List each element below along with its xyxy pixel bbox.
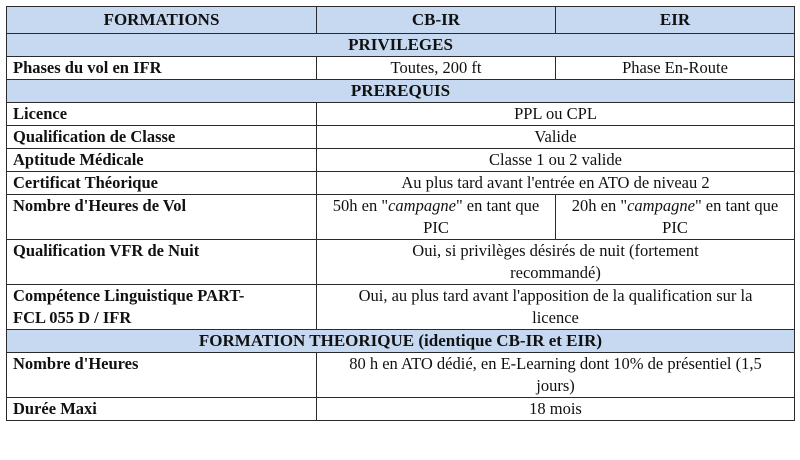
- row-label-phases: Phases du vol en IFR: [7, 57, 317, 80]
- heures-vol-eir-pre: 20h en ": [571, 196, 628, 215]
- section-row-formation-theorique: [7, 330, 795, 353]
- row-label-competence: Compétence Linguistique PART-FCL 055 D / IFR: [7, 285, 317, 330]
- table-row: [7, 398, 795, 421]
- row-label-licence: Licence: [7, 103, 317, 126]
- heures-vol-cbir-pre: 50h en ": [332, 196, 389, 215]
- table-row: [7, 172, 795, 195]
- cell-competence: Oui, au plus tard avant l'apposition de la qualification sur la licence: [317, 285, 795, 330]
- cell-phases-eir: Phase En-Route: [556, 57, 795, 80]
- heures-vol-cbir-post: " en tant que PIC: [423, 196, 540, 237]
- row-label-duree: Durée Maxi: [7, 398, 317, 421]
- table-header-row: [7, 7, 795, 34]
- table-row: [7, 240, 795, 285]
- cell-licence: PPL ou CPL: [317, 103, 795, 126]
- row-label-qualif-classe: Qualification de Classe: [7, 126, 317, 149]
- heures-vol-eir-post: " en tant que PIC: [662, 196, 779, 237]
- table-row: [7, 195, 795, 240]
- row-label-aptitude: Aptitude Médicale: [7, 149, 317, 172]
- table-row: [7, 285, 795, 330]
- row-label-nombre-heures: Nombre d'Heures: [7, 353, 317, 398]
- cell-heures-vol-cbir: [317, 195, 556, 240]
- row-label-vfr-nuit: Qualification VFR de Nuit: [7, 240, 317, 285]
- section-prerequis: PREREQUIS: [7, 80, 795, 103]
- section-row-privileges: [7, 34, 795, 57]
- table-row: [7, 57, 795, 80]
- cell-certificat: Au plus tard avant l'entrée en ATO de niveau 2: [317, 172, 795, 195]
- formations-table: [6, 6, 795, 421]
- section-row-prerequis: [7, 80, 795, 103]
- cell-nombre-heures: 80 h en ATO dédié, en E-Learning dont 10% de présentiel (1,5 jours): [317, 353, 795, 398]
- cell-duree: 18 mois: [317, 398, 795, 421]
- cell-aptitude: Classe 1 ou 2 valide: [317, 149, 795, 172]
- cell-heures-vol-eir: [556, 195, 795, 240]
- row-label-certificat: Certificat Théorique: [7, 172, 317, 195]
- header-cbir: CB-IR: [317, 7, 556, 34]
- heures-vol-eir-em: campagne: [627, 196, 695, 215]
- header-eir: EIR: [556, 7, 795, 34]
- table-row: [7, 126, 795, 149]
- header-formations: FORMATIONS: [7, 7, 317, 34]
- cell-phases-cbir: Toutes, 200 ft: [317, 57, 556, 80]
- section-privileges: PRIVILEGES: [7, 34, 795, 57]
- table-row: [7, 149, 795, 172]
- row-label-heures-vol: Nombre d'Heures de Vol: [7, 195, 317, 240]
- cell-vfr-nuit: Oui, si privilèges désirés de nuit (fortement recommandé): [317, 240, 795, 285]
- cell-qualif-classe: Valide: [317, 126, 795, 149]
- table-row: [7, 353, 795, 398]
- heures-vol-cbir-em: campagne: [388, 196, 456, 215]
- table-row: [7, 103, 795, 126]
- section-formation-theorique: FORMATION THEORIQUE (identique CB-IR et EIR): [7, 330, 795, 353]
